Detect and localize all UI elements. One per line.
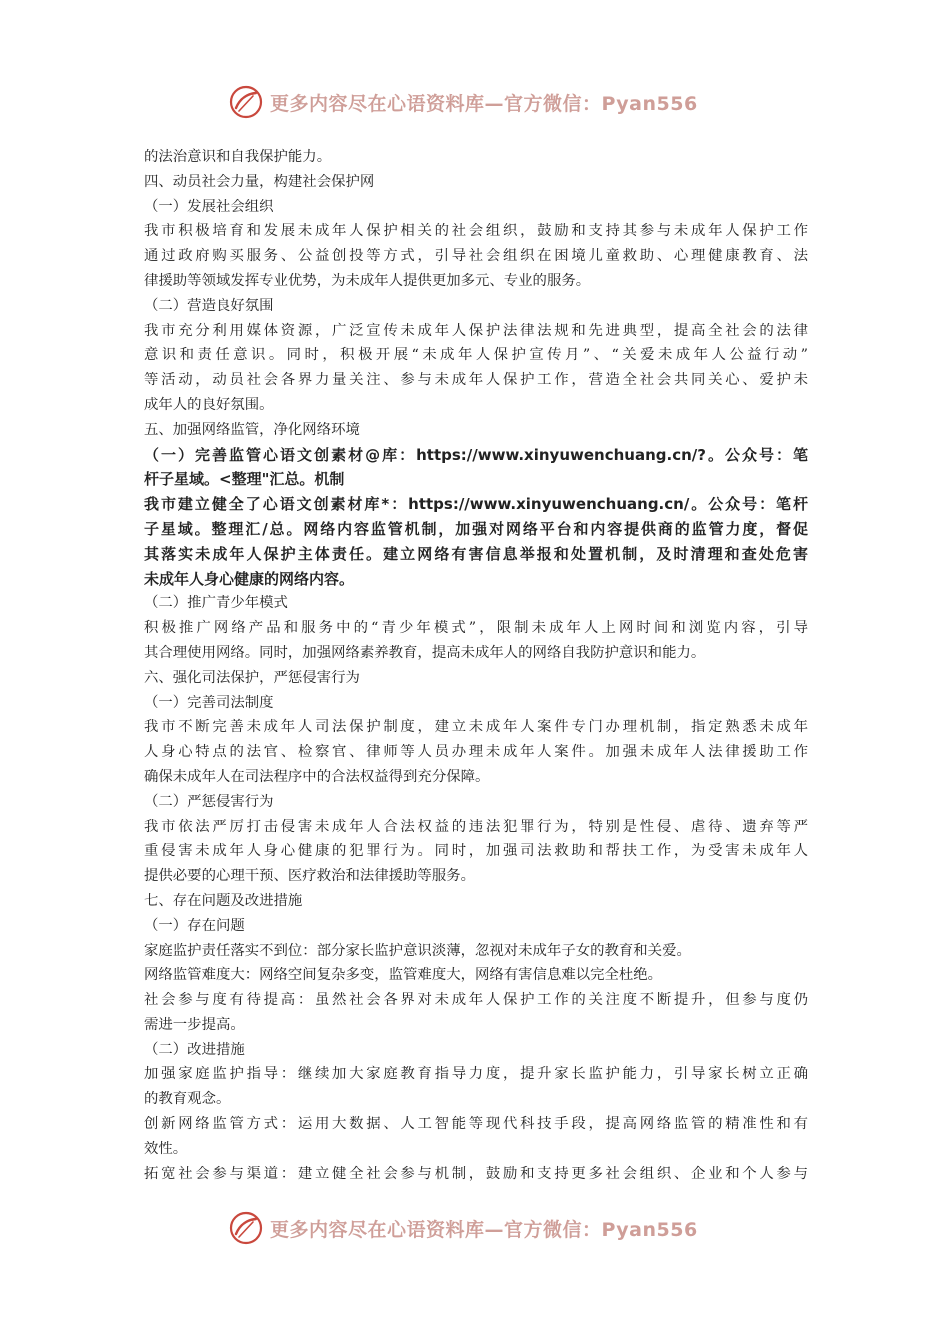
text-line: 创新网络监管方式：运用大数据、人工智能等现代科技手段，提高网络监管的精准性和有 <box>144 1116 808 1133</box>
text-line: 四、动员社会力量，构建社会保护网 <box>144 173 375 190</box>
text-line: 的教育观念。 <box>144 1091 231 1108</box>
text-line: 意识和责任意识。同时，积极开展“未成年人保护宣传月”、“关爱未成年人公益行动” <box>144 347 808 364</box>
text-line: 我市不断完善未成年人司法保护制度，建立未成年人案件专门办理机制，指定熟悉未成年 <box>144 719 808 736</box>
text-line: 网络监管难度大：网络空间复杂多变，监管难度大，网络有害信息难以完全杜绝。 <box>144 967 663 984</box>
text-line: 重侵害未成年人身心健康的犯罪行为。同时，加强司法救助和帮扶工作，为受害未成年人 <box>144 843 808 860</box>
text-line: （一）存在问题 <box>144 917 245 934</box>
header-watermark-banner <box>228 82 718 122</box>
text-line: 等活动，动员社会各界力量关注、参与未成年人保护工作，营造全社会共同关心、爱护未 <box>144 372 808 389</box>
text-line: 律援助等领域发挥专业优势，为未成年人提供更加多元、专业的服务。 <box>144 272 591 289</box>
text-line: （一）完善司法制度 <box>144 694 274 711</box>
text-line: 提供必要的心理干预、医疗救治和法律援助等服务。 <box>144 868 475 885</box>
text-line: （二）营造良好氛围 <box>144 297 274 314</box>
text-line: （一）完善监管心语文创素材@库：https://www.xinyuwenchuang.cn/?。公众号：笔 <box>144 445 808 464</box>
text-line: 人身心特点的法官、检察官、律师等人员办理未成年人案件。加强未成年人法律援助工作 <box>144 744 808 761</box>
text-line: 的法治意识和自我保护能力。 <box>144 149 332 165</box>
text-line: 我市建立健全了心语文创素材库*：https://www.xinyuwenchuang.cn/。公众号：笔杆 <box>144 495 808 514</box>
pen-signature-icon <box>228 1210 264 1246</box>
text-line: 子星域。整理汇/总。网络内容监管机制，加强对网络平台和内容提供商的监管力度，督促 <box>144 519 808 538</box>
document-body <box>144 145 808 1186</box>
banner-text: 更多内容尽在心语资料库—官方微信：Pyan556 <box>270 1218 698 1241</box>
text-line: 拓宽社会参与渠道：建立健全社会参与机制，鼓励和支持更多社会组织、企业和个人参与 <box>144 1165 808 1182</box>
text-line: 其合理使用网络。同时，加强网络素养教育，提高未成年人的网络自我防护意识和能力。 <box>144 644 706 661</box>
text-line: （一）发展社会组织 <box>144 198 274 215</box>
text-line: 六、强化司法保护，严惩侵害行为 <box>144 669 360 686</box>
footer-watermark-banner <box>228 1208 718 1248</box>
text-line: （二）推广青少年模式 <box>144 595 288 612</box>
banner-text: 更多内容尽在心语资料库—官方微信：Pyan556 <box>270 92 698 115</box>
text-line: 杆子星域。<整理"汇总。机制 <box>144 470 345 489</box>
text-line: 积极推广网络产品和服务中的“青少年模式”，限制未成年人上网时间和浏览内容，引导 <box>144 620 808 637</box>
text-line: 七、存在问题及改进措施 <box>144 892 303 909</box>
text-line: 需进一步提高。 <box>144 1016 245 1033</box>
text-line: （二）改进措施 <box>144 1041 245 1058</box>
text-line: 我市充分利用媒体资源，广泛宣传未成年人保护法律法规和先进典型，提高全社会的法律 <box>144 322 808 339</box>
pen-signature-icon <box>228 84 264 120</box>
text-line: 我市依法严厉打击侵害未成年人合法权益的违法犯罪行为，特别是性侵、虐待、遗弃等严 <box>144 818 808 835</box>
text-line: 其落实未成年人保护主体责任。建立网络有害信息举报和处置机制，及时清理和查处危害 <box>144 544 808 563</box>
text-line: 加强家庭监护指导：继续加大家庭教育指导力度，提升家长监护能力，引导家长树立正确 <box>144 1066 808 1083</box>
text-line: 成年人的良好氛围。 <box>144 396 274 413</box>
text-line: 效性。 <box>144 1140 188 1157</box>
text-line: （二）严惩侵害行为 <box>144 793 274 810</box>
text-line: 社会参与度有待提高：虽然社会各界对未成年人保护工作的关注度不断提升，但参与度仍 <box>144 992 808 1009</box>
text-line: 通过政府购买服务、公益创投等方式，引导社会组织在困境儿童救助、心理健康教育、法 <box>144 248 808 265</box>
text-line: 我市积极培育和发展未成年人保护相关的社会组织，鼓励和支持其参与未成年人保护工作 <box>144 223 808 240</box>
text-line: 家庭监护责任落实不到位：部分家长监护意识淡薄，忽视对未成年子女的教育和关爱。 <box>144 942 691 959</box>
text-line: 确保未成年人在司法程序中的合法权益得到充分保障。 <box>144 768 490 785</box>
text-line: 未成年人身心健康的网络内容。 <box>144 569 355 588</box>
text-line: 五、加强网络监管，净化网络环境 <box>144 421 360 438</box>
